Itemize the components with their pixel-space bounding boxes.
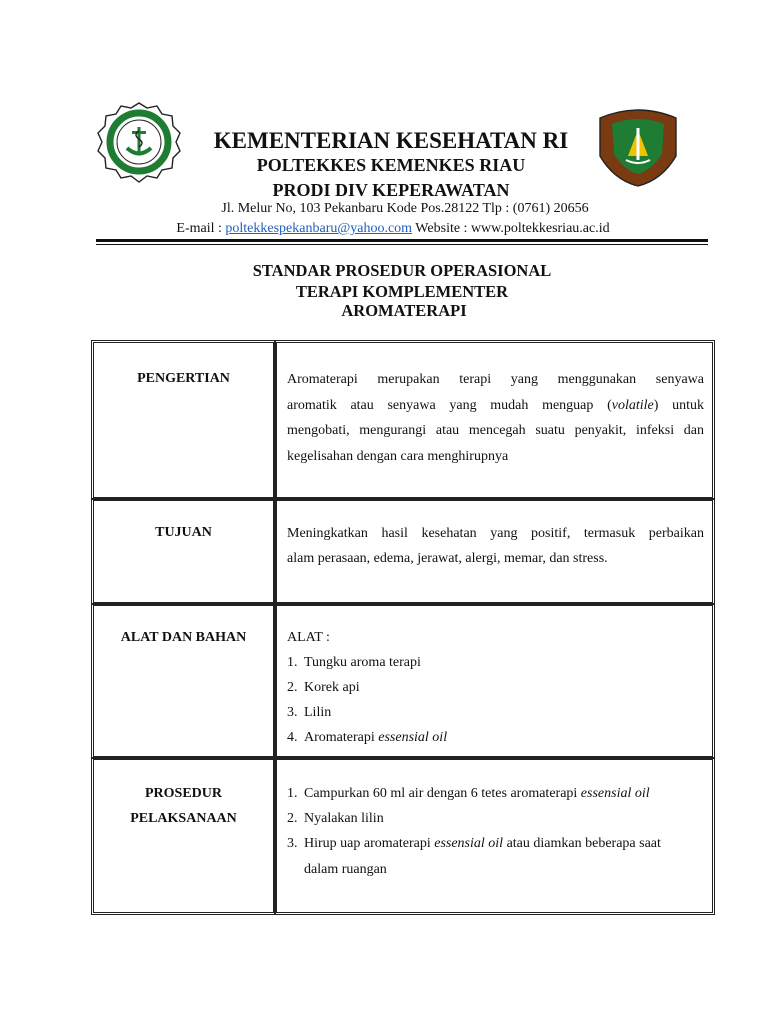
list-text: Hirup uap aromaterapi: [304, 836, 435, 851]
document-title-line-2: TERAPI KOMPLEMENTER: [295, 282, 509, 301]
header-rule-thick: [96, 239, 708, 242]
list-number: 2.: [287, 680, 298, 695]
list-number: 4.: [287, 730, 298, 745]
list-item: [287, 786, 704, 802]
email-link[interactable]: poltekkespekanbaru@yahoo.com: [225, 221, 413, 236]
list-item: [287, 811, 704, 827]
list-item: [287, 680, 704, 696]
list-text: Nyalakan lilin: [304, 811, 384, 826]
right-department-logo: [592, 100, 684, 188]
tujuan-line-1: Meningkatkan hasil kesehatan yang positif, termasuk perbaikan: [287, 526, 704, 541]
website-text: Website : www.poltekkesriau.ac.id: [412, 221, 610, 236]
essensial-oil-term: essensial oil: [378, 730, 448, 745]
left-institution-logo: [97, 101, 181, 185]
email-label: E-mail :: [176, 221, 226, 236]
tujuan-content-cell: [274, 498, 715, 605]
contact-line: [150, 221, 636, 237]
alat-label-cell: [91, 603, 276, 759]
prosedur-label-line-1: PROSEDUR: [144, 786, 222, 801]
list-item: [287, 730, 704, 746]
alat-label: ALAT DAN BAHAN: [120, 630, 247, 645]
list-item: [287, 836, 704, 852]
list-text: Aromaterapi: [304, 730, 379, 745]
essensial-oil-term: essensial oil: [580, 786, 650, 801]
essensial-oil-term: essensial oil: [434, 836, 504, 851]
tujuan-line-2: alam perasaan, edema, jerawat, alergi, memar, dan stress.: [287, 551, 608, 566]
list-number: 1.: [287, 655, 298, 670]
ministry-heading: KEMENTERIAN KESEHATAN RI: [213, 128, 569, 153]
sop-table: [91, 340, 715, 915]
list-text: Campurkan 60 ml air dengan 6 tetes aromaterapi: [304, 786, 581, 801]
pengertian-line-3: mengobati, mengurangi atau mencegah suatu penyakit, infeksi dan: [287, 423, 704, 438]
list-item-continuation: dalam ruangan: [304, 862, 387, 877]
pengertian-line-2-start: aromatik atau senyawa yang mudah menguap (: [287, 398, 612, 413]
pengertian-line-1: Aromaterapi merupakan terapi yang menggunakan senyawa: [287, 372, 704, 387]
institution-name: POLTEKKES KEMENKES RIAU: [256, 155, 526, 175]
document-title-line-3: AROMATERAPI: [341, 301, 467, 320]
tujuan-label: TUJUAN: [155, 525, 212, 540]
prosedur-content-cell: [274, 757, 715, 915]
pengertian-line-2-end: ) untuk: [653, 398, 704, 413]
list-item: [287, 655, 704, 671]
tujuan-label-cell: [91, 498, 276, 605]
pengertian-label: PENGERTIAN: [137, 371, 230, 386]
list-text: Lilin: [304, 705, 332, 720]
list-number: 1.: [287, 786, 298, 801]
prosedur-label-cell: [91, 757, 276, 915]
alat-heading: ALAT :: [287, 630, 330, 645]
prosedur-label-line-2: PELAKSANAAN: [130, 811, 237, 826]
alat-content-cell: [274, 603, 715, 759]
list-text-continued: atau diamkan beberapa saat: [503, 836, 661, 851]
pengertian-line-4: kegelisahan dengan cara menghirupnya: [287, 449, 509, 464]
address-line: Jl. Melur No, 103 Pekanbaru Kode Pos.28122 Tlp : (0761) 20656: [221, 201, 589, 216]
list-text: Korek api: [304, 680, 360, 695]
pengertian-content-cell: [274, 340, 715, 500]
list-item: [287, 705, 704, 721]
document-title-line-1: STANDAR PROSEDUR OPERASIONAL: [252, 261, 552, 280]
pengertian-label-cell: [91, 340, 276, 500]
list-number: 2.: [287, 811, 298, 826]
list-text: Tungku aroma terapi: [304, 655, 421, 670]
volatile-term: volatile: [611, 398, 654, 413]
list-number: 3.: [287, 836, 298, 851]
header-rule-thin: [96, 244, 708, 245]
pengertian-line-2: [287, 393, 704, 419]
list-number: 3.: [287, 705, 298, 720]
program-name: PRODI DIV KEPERAWATAN: [272, 180, 510, 200]
